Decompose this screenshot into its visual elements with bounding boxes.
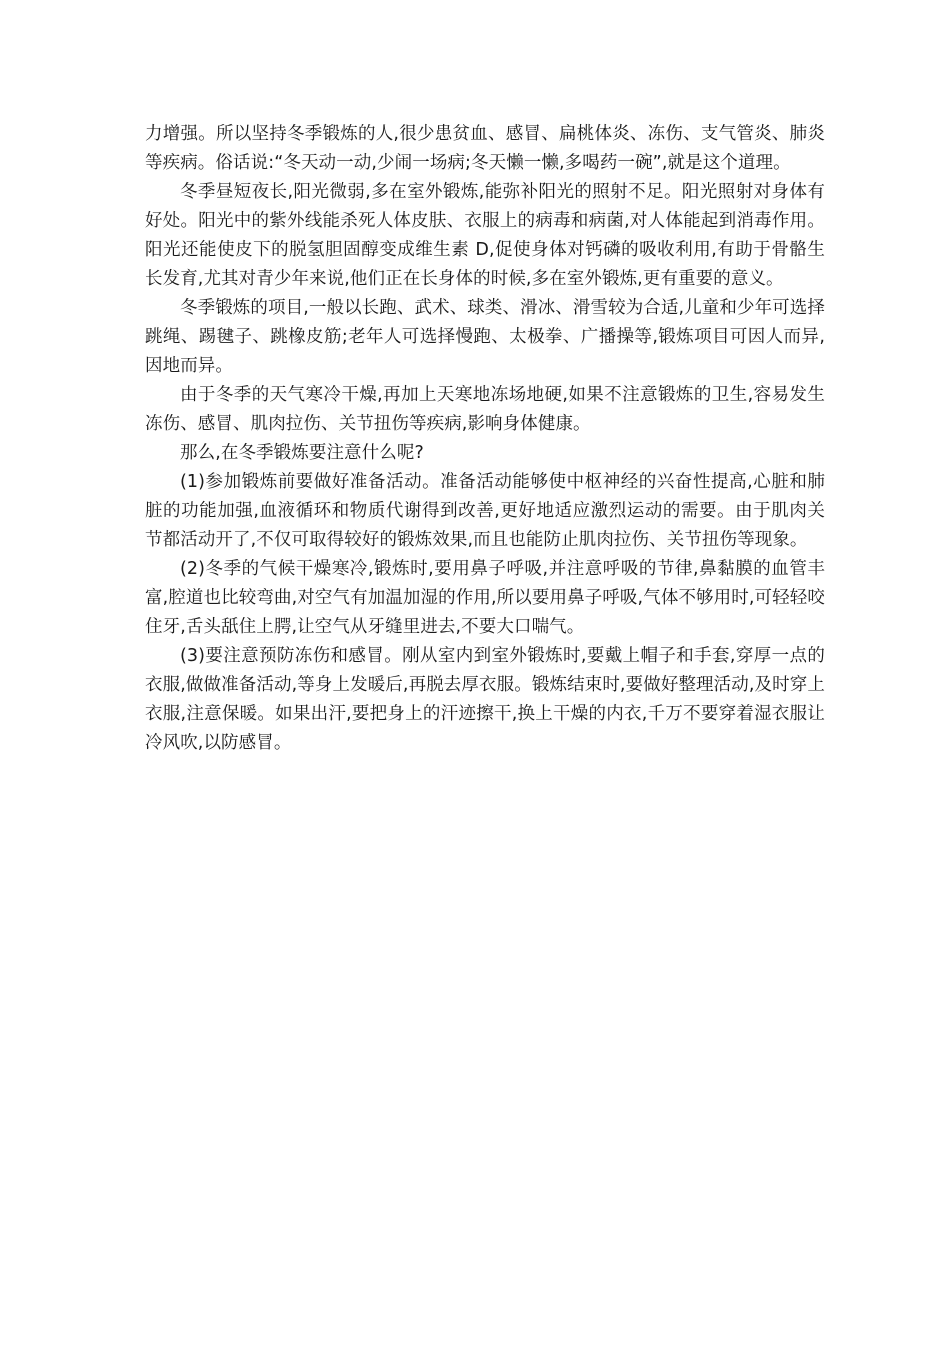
paragraph-4: 由于冬季的天气寒冷干燥,再加上天寒地冻场地硬,如果不注意锻炼的卫生,容易发生冻伤、感冒、肌肉拉伤、关节扭伤等疾病,影响身体健康。 — [145, 385, 825, 434]
paragraph-3: 冬季锻炼的项目,一般以长跑、武术、球类、滑冰、滑雪较为合适,儿童和少年可选择跳绳、踢毽子、跳橡皮筋;老年人可选择慢跑、太极拳、广播操等,锻炼项目可因人而异,因地而异。 — [145, 298, 825, 376]
body-text — [145, 120, 825, 758]
paragraph-8: (3)要注意预防冻伤和感冒。刚从室内到室外锻炼时,要戴上帽子和手套,穿厚一点的衣服,做做准备活动,等身上发暖后,再脱去厚衣服。锻炼结束时,要做好整理活动,及时穿上衣服,注意保暖。如果出汗,要把身上的汗迹擦干,换上干燥的内衣,千万不要穿着湿衣服让冷风吹,以防感冒。 — [145, 646, 825, 753]
paragraph-1: 力增强。所以坚持冬季锻炼的人,很少患贫血、感冒、扁桃体炎、冻伤、支气管炎、肺炎等疾病。俗话说:“冬天动一动,少闹一场病;冬天懒一懒,多喝药一碗”,就是这个道理。 — [145, 124, 825, 173]
paragraph-2: 冬季昼短夜长,阳光微弱,多在室外锻炼,能弥补阳光的照射不足。阳光照射对身体有好处。阳光中的紫外线能杀死人体皮肤、衣服上的病毒和病菌,对人体能起到消毒作用。阳光还能使皮下的脱氢胆固醇变成维生素 D,促使身体对钙磷的吸收利用,有助于骨骼生长发育,尤其对青少年来说,他们正在长身体的时候,多在室外锻炼,更有重要的意义。 — [145, 182, 825, 289]
paragraph-7: (2)冬季的气候干燥寒冷,锻炼时,要用鼻子呼吸,并注意呼吸的节律,鼻黏膜的血管丰富,腔道也比较弯曲,对空气有加温加湿的作用,所以要用鼻子呼吸,气体不够用时,可轻轻咬住牙,舌头舐住上腭,让空气从牙缝里进去,不要大口喘气。 — [145, 559, 825, 637]
paragraph-6: (1)参加锻炼前要做好准备活动。准备活动能够使中枢神经的兴奋性提高,心脏和肺脏的功能加强,血液循环和物质代谢得到改善,更好地适应激烈运动的需要。由于肌肉关节都活动开了,不仅可取得较好的锻炼效果,而且也能防止肌肉拉伤、关节扭伤等现象。 — [145, 472, 825, 550]
paragraph-5: 那么,在冬季锻炼要注意什么呢? — [180, 443, 424, 463]
